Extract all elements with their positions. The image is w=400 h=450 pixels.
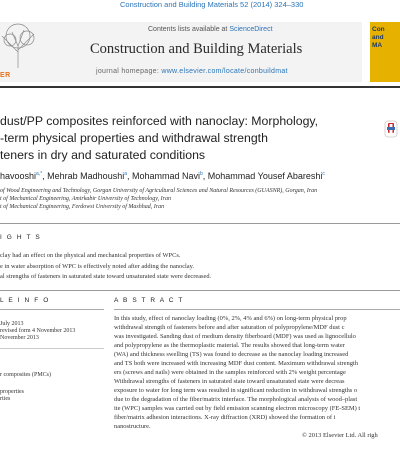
affiliation-c: t of Mechanical Engineering, Ferdowsi University of Mashhad, Iran <box>0 204 165 210</box>
abstract-line: was investigated. Sanding dust of medium density fiberboard (MDF) was used as lignocellulo <box>114 333 356 340</box>
author-3-affil[interactable]: b <box>200 171 203 177</box>
affiliation-b: t of Mechanical Engineering, Amirkabir University of Technology, Iran <box>0 196 171 202</box>
abstract-line: due to the degradation of the fiber/matrix interface. The morphological analysis of wood–plast <box>114 396 358 403</box>
keyword-item: r composites (PMCs) <box>0 372 51 378</box>
header-divider <box>0 86 400 88</box>
homepage-prefix: journal homepage: <box>96 68 162 75</box>
crossmark-icon[interactable] <box>384 120 398 138</box>
abstract-line: (WA) and thickness swelling (TS) was found to decrease as the nanoclay loading increased <box>114 351 349 358</box>
article-info-heading: L E I N F O <box>0 297 50 304</box>
history-revised: revised form 4 November 2013 <box>0 328 76 334</box>
article-info-divider <box>0 309 104 310</box>
section-divider <box>0 290 400 291</box>
abstract-line: Withdrawal strengths of fasteners in saturated state toward unsaturated state were decreas <box>114 378 345 385</box>
highlights-heading: I G H T S <box>0 234 42 241</box>
journal-homepage <box>96 68 288 75</box>
abstract-line: ite (WPC) samples was carried out by field emission scanning electron microscopy (FE-SEM) t <box>114 405 361 412</box>
abstract-line: and polypropylene as the thermoplastic material. The results showed that long-term water <box>114 342 345 349</box>
abstract-line: nanostructure. <box>114 423 151 430</box>
history-received: July 2013 <box>0 321 24 327</box>
contents-available <box>148 26 273 33</box>
highlight-item: al strengths of fasteners in saturated state toward unsaturated state were decreased. <box>0 273 212 280</box>
abstract-heading: A B S T R A C T <box>114 297 184 304</box>
history-accepted: November 2013 <box>0 335 39 341</box>
publisher-logo-text: ER <box>0 72 11 79</box>
author-3[interactable]: , Mohammad Navi <box>126 171 201 181</box>
author-list <box>0 171 325 181</box>
journal-title[interactable]: Construction and Building Materials <box>90 41 303 57</box>
author-2-affil[interactable]: a <box>124 171 127 177</box>
abstract-line: In this study, effect of nanoclay loading (0%, 2%, 4% and 6%) on long-term physical prop <box>114 315 347 322</box>
author-1[interactable]: havooshi <box>0 171 37 181</box>
author-1-affil[interactable]: a,* <box>36 171 43 177</box>
contents-prefix: Contents lists available at <box>148 26 230 33</box>
keyword-item: rties <box>0 396 11 402</box>
cover-text: Con and MA <box>372 26 385 49</box>
copyright-notice: © 2013 Elsevier Ltd. All righ <box>302 432 378 439</box>
journal-citation[interactable]: Construction and Building Materials 52 (2014) 324–330 <box>120 0 304 9</box>
journal-cover-thumbnail[interactable] <box>370 22 400 82</box>
highlight-item: clay had an effect on the physical and mechanical properties of WPCs. <box>0 252 181 259</box>
abstract-line: withdrawal strength of fasteners before and after saturation of polypropylene/MDF dust c <box>114 324 345 331</box>
keywords-divider <box>0 348 104 349</box>
article-title-line-3: teners in dry and saturated conditions <box>0 148 206 162</box>
affiliation-a: of Wood Engineering and Technology, Gorgan University of Agricultural Sciences and Natural Resources (GUASNR), Gorgan, Iran <box>0 188 318 194</box>
highlight-item: e in water absorption of WPC is effectively noted after adding the nanoclay. <box>0 263 195 270</box>
article-title-line-1: dust/PP composites reinforced with nanoclay: Morphology, <box>0 114 319 128</box>
abstract-line: fiber/matrix adhesion interactions. X-ray diffraction (XRD) showed the formation of i <box>114 414 336 421</box>
keyword-item: properties <box>0 389 24 395</box>
abstract-line: exposure to water for long term was resulted in significant reduction in withdrawal strengths o <box>114 387 358 394</box>
elsevier-tree-logo <box>0 22 36 70</box>
sciencedirect-link[interactable]: ScienceDirect <box>229 26 273 33</box>
abstract-line: ers (screws and nails) were obtained in the samples reinforced with 2% weight percentage <box>114 369 346 376</box>
abstract-divider <box>114 309 400 310</box>
abstract-line: and TS both were increased with increasing MDF dust content. Maximum withdrawal strength <box>114 360 358 367</box>
homepage-link[interactable]: www.elsevier.com/locate/conbuildmat <box>161 68 288 75</box>
article-title-line-2: -term physical properties and withdrawal strength <box>0 131 268 145</box>
author-4[interactable]: , Mohammad Yousef Abareshi <box>202 171 323 181</box>
author-2[interactable]: , Mehrab Madhoushi <box>42 171 125 181</box>
section-divider <box>0 223 400 224</box>
author-4-affil[interactable]: c <box>322 171 325 177</box>
